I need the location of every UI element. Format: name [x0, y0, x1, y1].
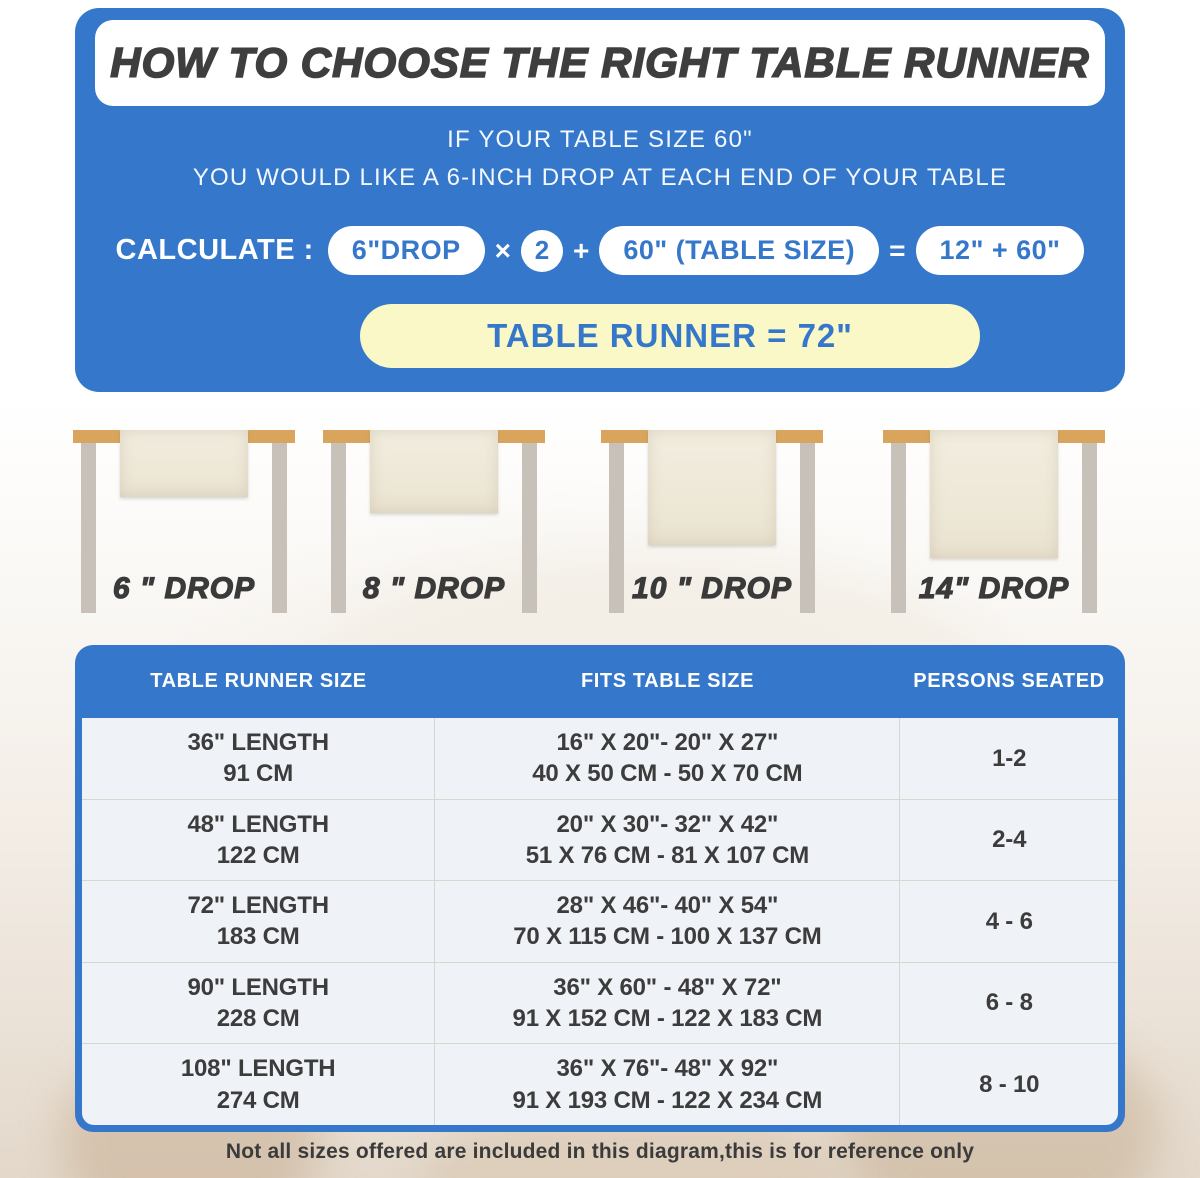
fits-size-cm: 91 X 152 CM - 122 X 183 CM — [512, 1005, 823, 1033]
runner-size-cm: 274 CM — [216, 1086, 300, 1114]
fits-size-cm: 70 X 115 CM - 100 X 137 CM — [513, 923, 822, 951]
table-figure-8-drop — [323, 430, 545, 618]
page-title: HOW TO CHOOSE THE RIGHT TABLE RUNNER — [110, 39, 1090, 86]
plus-sign: + — [572, 234, 590, 266]
runner-size-inches: 90" LENGTH — [187, 973, 329, 1001]
fits-size-inches: 36" X 60" - 48" X 72" — [553, 973, 782, 1001]
drop-value-pill: 6"DROP — [328, 226, 485, 275]
runner-result-banner — [360, 304, 980, 368]
persons-seated: 6 - 8 — [985, 989, 1033, 1017]
runner-size-cm: 183 CM — [216, 923, 300, 951]
persons-seated: 1-2 — [992, 744, 1027, 772]
table-row — [82, 718, 1118, 799]
size-table-body — [82, 718, 1118, 1125]
table-size-pill: 60" (TABLE SIZE) — [599, 226, 879, 275]
column-header-runner-size: TABLE RUNNER SIZE — [150, 670, 367, 692]
runner-result-text: TABLE RUNNER = 72" — [487, 317, 853, 354]
table-figure-6-drop — [73, 430, 295, 618]
fits-size-inches: 28" X 46"- 40" X 54" — [556, 892, 779, 920]
subtitle-line-2: YOU WOULD LIKE A 6-INCH DROP AT EACH END OF YOUR TABLE — [192, 164, 1008, 191]
runner-size-inches: 108" LENGTH — [180, 1055, 336, 1083]
table-figure-14-drop — [883, 430, 1105, 618]
fits-size-cm: 51 X 76 CM - 81 X 107 CM — [525, 841, 810, 869]
runner-size-cm: 91 CM — [223, 760, 293, 788]
fits-size-inches: 16" X 20"- 20" X 27" — [556, 729, 779, 757]
runner-size-cm: 122 CM — [216, 841, 300, 869]
sum-pill: 12" + 60" — [916, 226, 1085, 275]
title-banner — [95, 20, 1105, 106]
instruction-panel — [75, 8, 1125, 392]
size-table-panel — [75, 645, 1125, 1132]
persons-seated: 8 - 10 — [979, 1071, 1040, 1099]
drop-label: 10 " DROP — [632, 572, 792, 605]
runner-cloth — [120, 430, 248, 497]
table-row — [82, 962, 1118, 1044]
persons-seated: 2-4 — [992, 826, 1027, 854]
subtitle-line-1: IF YOUR TABLE SIZE 60" — [447, 126, 753, 153]
table-figure-10-drop — [601, 430, 823, 618]
fits-size-inches: 36" X 76"- 48" X 92" — [556, 1055, 779, 1083]
drop-label: 6 " DROP — [112, 572, 256, 605]
size-table-header — [82, 645, 1118, 718]
disclaimer-note: Not all sizes offered are included in this diagram,this is for reference only — [225, 1140, 975, 1163]
drop-label: 14" DROP — [918, 572, 1070, 605]
runner-size-inches: 36" LENGTH — [187, 729, 329, 757]
column-header-persons-seated: PERSONS SEATED — [913, 670, 1105, 692]
equals-sign: = — [889, 234, 906, 266]
times-sign: × — [494, 234, 511, 266]
runner-cloth — [648, 430, 776, 545]
runner-cloth — [370, 430, 498, 513]
column-header-fits-table-size: FITS TABLE SIZE — [580, 670, 755, 692]
fits-size-cm: 91 X 193 CM - 122 X 234 CM — [512, 1086, 823, 1114]
table-row — [82, 799, 1118, 881]
runner-size-inches: 48" LENGTH — [187, 810, 329, 838]
multiplier-badge: 2 — [521, 230, 563, 272]
persons-seated: 4 - 6 — [985, 907, 1033, 935]
calculation-formula — [75, 226, 1125, 275]
fits-size-inches: 20" X 30"- 32" X 42" — [556, 810, 779, 838]
runner-size-cm: 228 CM — [216, 1005, 300, 1033]
table-row — [82, 1043, 1118, 1125]
drop-label: 8 " DROP — [362, 572, 506, 605]
runner-size-inches: 72" LENGTH — [187, 892, 329, 920]
runner-cloth — [930, 430, 1058, 558]
table-row — [82, 880, 1118, 962]
fits-size-cm: 40 X 50 CM - 50 X 70 CM — [532, 760, 803, 788]
calculate-label: CALCULATE : — [115, 234, 314, 266]
